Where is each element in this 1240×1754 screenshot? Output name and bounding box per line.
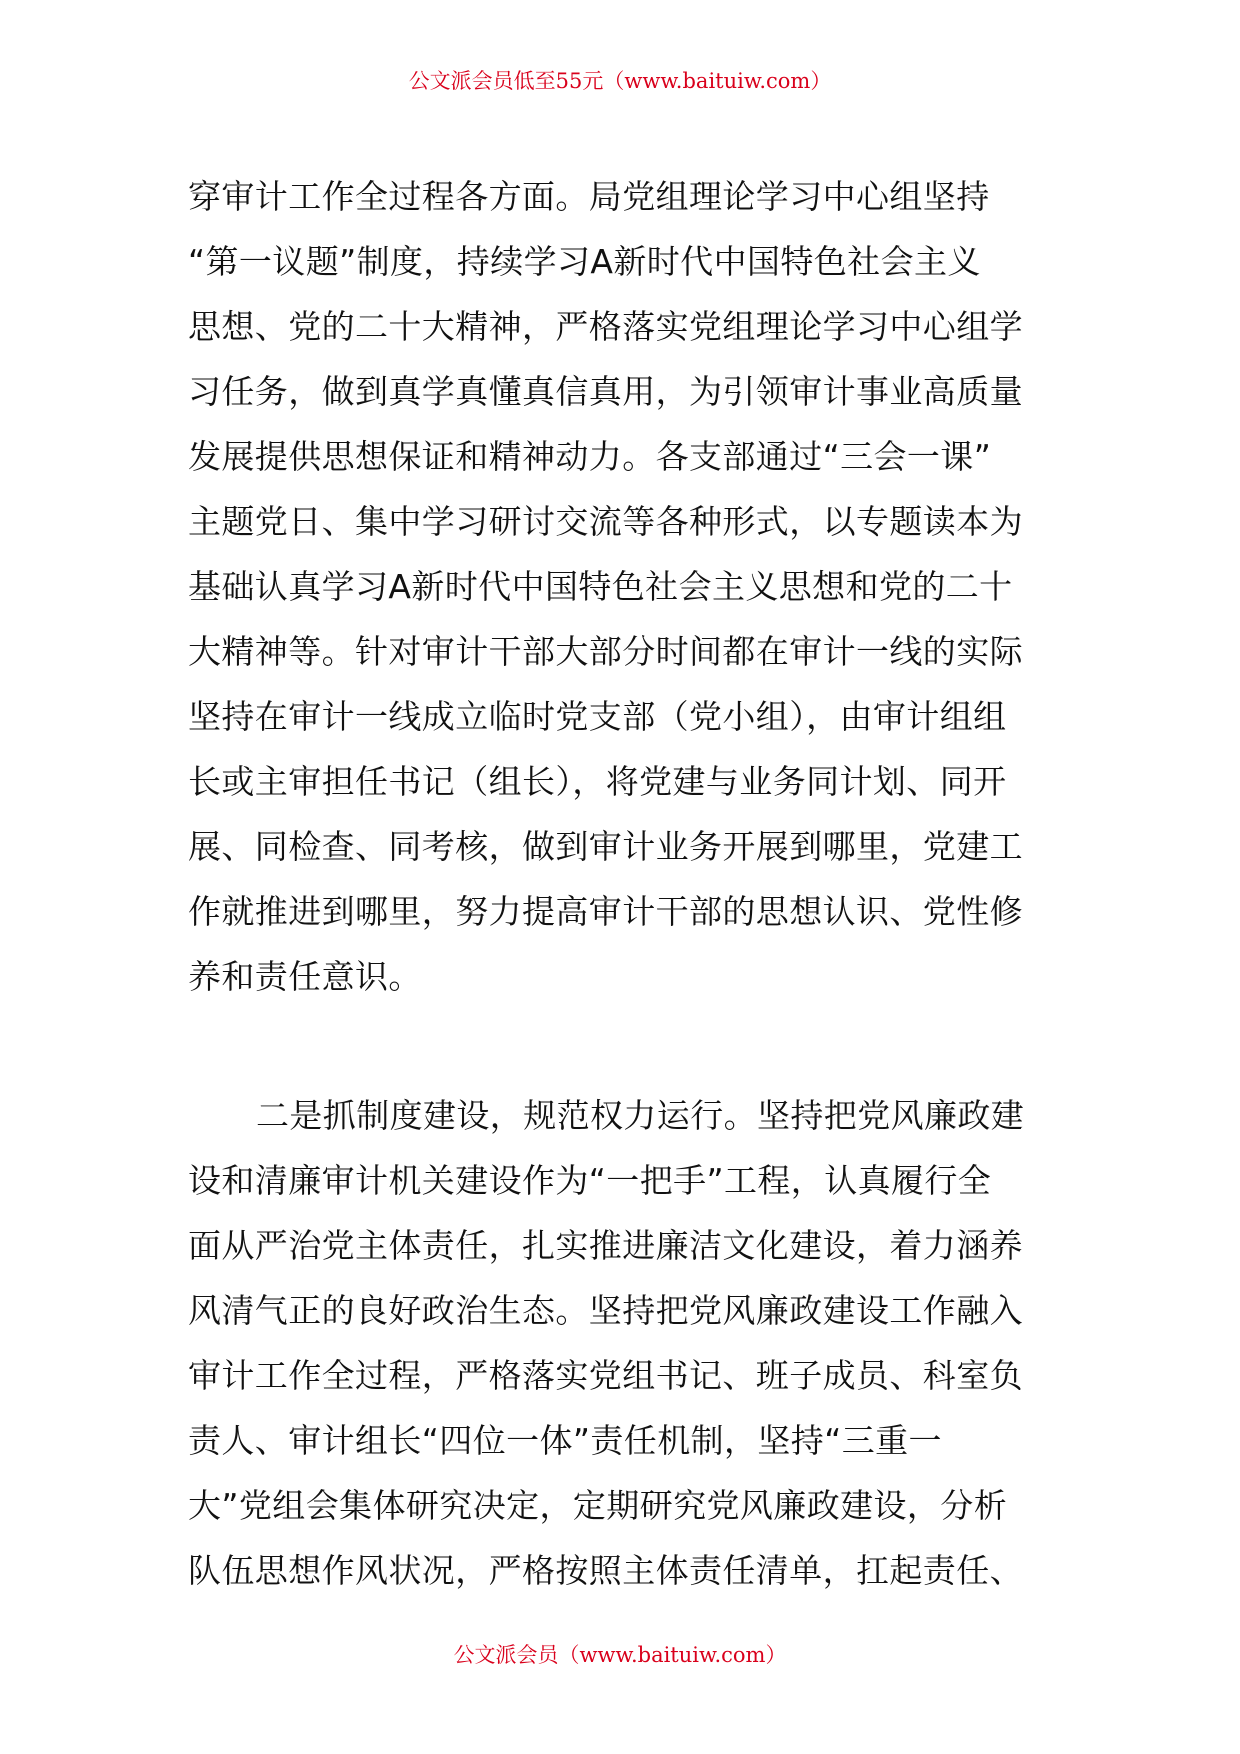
text-line: 作就推进到哪里，努力提高审计干部的思想认识、党性修 [188,892,1023,931]
text-line: 设和清廉审计机关建设作为“一把手”工程，认真履行全 [188,1161,992,1200]
text-line: 队伍思想作风状况，严格按照主体责任清单，扛起责任、 [188,1551,1023,1590]
text-line: 大”党组会集体研究决定，定期研究党风廉政建设，分析 [188,1486,1008,1525]
text-line: 主题党日、集中学习研讨交流等各种形式，以专题读本为 [188,502,1023,541]
paragraph-2 [188,1083,1060,1603]
text-line: 二是抓制度建设，规范权力运行。坚持把党风廉政建 [256,1096,1025,1135]
text-line: 习任务，做到真学真懂真信真用，为引领审计事业高质量 [188,372,1023,411]
text-line: 长或主审担任书记（组长），将党建与业务同计划、同开 [188,762,1007,801]
text-line: 坚持在审计一线成立临时党支部（党小组），由审计组组 [188,697,1007,736]
text-line: 大精神等。针对审计干部大部分时间都在审计一线的实际 [188,632,1023,671]
text-line: 面从严治党主体责任，扎实推进廉洁文化建设，着力涵养 [188,1226,1023,1265]
text-line: 穿审计工作全过程各方面。局党组理论学习中心组坚持 [188,177,990,216]
text-line: 基础认真学习A新时代中国特色社会主义思想和党的二十 [188,567,1013,606]
paragraph-1 [188,164,1060,1009]
text-line: 风清气正的良好政治生态。坚持把党风廉政建设工作融入 [188,1291,1023,1330]
page-header-watermark: 公文派会员低至55元（www.baituiw.com） [408,69,832,93]
text-line: 责人、审计组长“四位一体”责任机制，坚持“三重一 [188,1421,942,1460]
text-line: 发展提供思想保证和精神动力。各支部通过“三会一课” [188,437,992,476]
text-line: 审计工作全过程，严格落实党组书记、班子成员、科室负 [188,1356,1023,1395]
text-line: “第一议题”制度，持续学习A新时代中国特色社会主义 [188,242,981,281]
text-line: 展、同检查、同考核，做到审计业务开展到哪里，党建工 [188,827,1023,866]
page-footer-watermark: 公文派会员（www.baituiw.com） [453,1643,787,1667]
text-line: 思想、党的二十大精神，严格落实党组理论学习中心组学 [188,307,1023,346]
text-line: 养和责任意识。 [188,957,422,996]
